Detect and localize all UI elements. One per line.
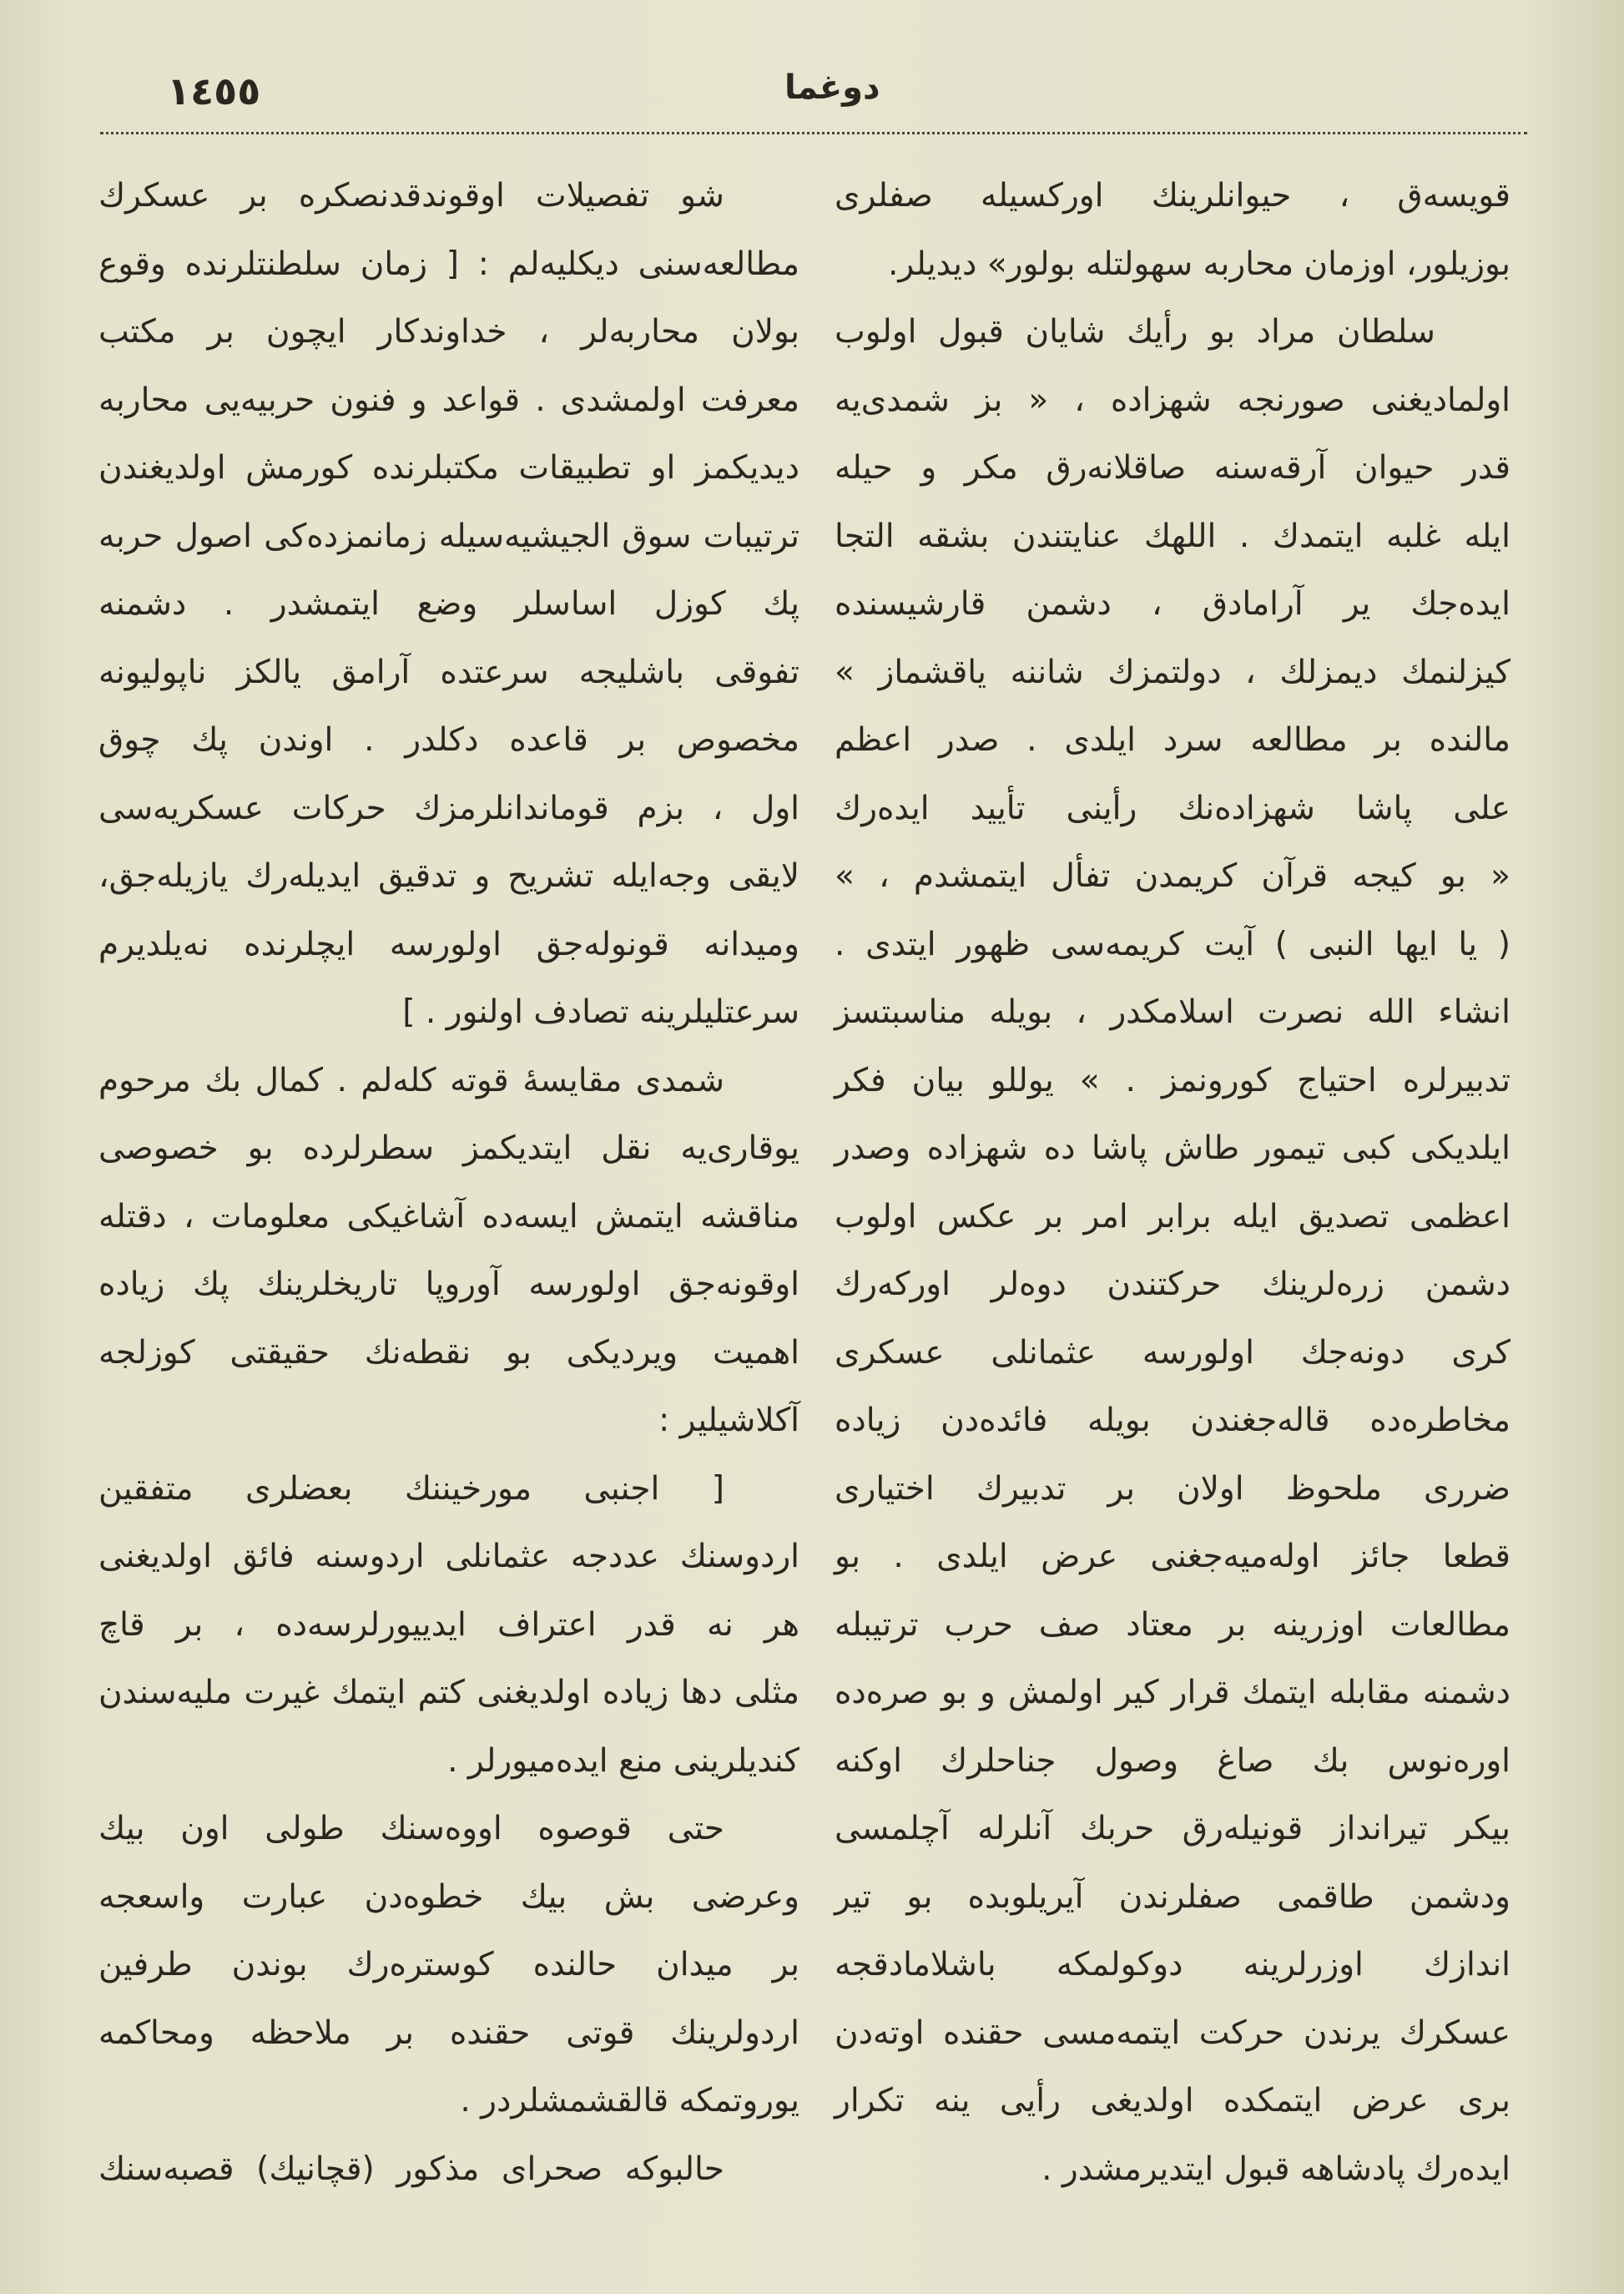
text-line: ایده‌جك یر آرامادق ، دشمن قارشیسنده: [835, 585, 1511, 623]
text-line: قطعا جائز اوله‌میه‌جغنی عرض ایلدی . بو: [835, 1538, 1511, 1575]
text-line: سلطان مراد بو رأیك شایان قبول اولوب: [835, 313, 1435, 351]
text-line: ( یا ایها النبی ) آیت کریمه‌سی ظهور ایتدی .: [835, 925, 1511, 963]
text-line: مخصوص بر قاعده دکلدر . اوندن پك چوق: [98, 721, 799, 759]
text-line: کیزلنمك دیمزلك ، دولتمزك شاننه یاقشماز »: [835, 653, 1511, 691]
text-line: مطالعه‌سنی دیکلیه‌لم : [ زمان سلطنتلرنده وقوع: [98, 245, 799, 283]
text-line: پك کوزل اساسلر وضع ایتمشدر . دشمنه: [98, 585, 799, 623]
text-line: آکلاشیلیر :: [658, 1402, 799, 1439]
text-line: بر میدان حالنده کوستره‌رك بوندن طرفین: [98, 1946, 799, 1983]
text-line: دیدیکمز او تطبیقات مکتبلرنده کورمش اولدیغندن: [98, 449, 799, 487]
text-line: شمدی مقایسهٔ قوته کله‌لم . کمال بك مرحوم: [98, 1061, 724, 1099]
text-line: بوزیلور، اوزمان محاربه سهولتله بولور» دیدیلر.: [888, 245, 1511, 283]
text-line: اردولرینك قوتی حقنده بر ملاحظه ومحاکمه: [98, 2014, 799, 2052]
text-line: ضرری ملحوظ اولان بر تدبیرك اختیاری: [835, 1469, 1511, 1508]
running-title: دوغما: [784, 68, 880, 107]
text-line: [ اجنبی مورخیننك بعضلری متفقین: [98, 1469, 724, 1508]
text-line: قویسه‌ق ، حیوانلرینك اورکسیله صفلری: [835, 177, 1511, 215]
text-line: اول ، بزم قوماندانلرمزك حرکات عسکریه‌سی: [98, 789, 799, 827]
header-divider: [100, 132, 1527, 134]
text-line: حتی قوصوه اووه‌سنك طولی اون بیك: [98, 1810, 724, 1847]
text-line: مطالعات اوزرینه بر معتاد صف حرب ترتیبله: [835, 1605, 1511, 1644]
text-line: تدبیرلره احتیاج کورونمز . » یوللو بیان فکر: [835, 1061, 1511, 1099]
text-line: یوروتمکه قالقشمشلردر .: [460, 2082, 799, 2120]
text-line: لایقی وجه‌ایله تشریح و تدقیق ایدیله‌رك یازیله‌جق،: [98, 857, 799, 895]
text-line: ترتیبات سوق الجیشیه‌سیله زمانمزده‌کی اصول حربه: [98, 517, 799, 555]
text-line: عسکرك یرندن حرکت ایتمه‌مسی حقنده اوته‌دن: [835, 2014, 1511, 2052]
page-number: ١٤٥٥: [167, 68, 261, 114]
text-line: « بو کیجه قرآن کریمدن تفأل ایتمشدم ، »: [835, 857, 1511, 895]
text-line: مناقشه ایتمش ایسه‌ده آشاغیکی معلومات ، دقتله: [98, 1197, 799, 1235]
text-line: ایله غلبه ایتمدك . اللهك عنایتندن بشقه التجا: [835, 517, 1511, 555]
text-line: ایلدیکی کبی تیمور طاش پاشا ده شهزاده وصدر: [835, 1129, 1511, 1167]
text-line: علی پاشا شهزاده‌نك رأینی تأیید ایده‌رك: [835, 789, 1511, 827]
text-line: بیکر تیرانداز قونیله‌رق حربك آنلرله آچلمسی: [835, 1810, 1511, 1847]
text-line: مثلی دها زیاده اولدیغنی کتم ایتمك غیرت ملیه‌سندن: [98, 1674, 799, 1711]
text-line: اوقونه‌جق اولورسه آوروپا تاریخلرینك پك زیاده: [98, 1266, 799, 1303]
text-line: معرفت اولمشدی . قواعد و فنون حربیه‌یی محاربه: [98, 381, 799, 419]
text-line: قدر حیوان آرقه‌سنه صاقلانه‌رق مکر و حیله: [835, 449, 1511, 487]
text-line: اولمادیغنی صورنجه شهزاده ، « بز شمدی‌یه: [835, 381, 1511, 419]
text-line: دشمنه مقابله ایتمك قرار کیر اولمش و بو صره‌ده: [835, 1674, 1511, 1711]
text-line: اوره‌نوس بك صاغ وصول جناحلرك اوکنه: [835, 1741, 1511, 1780]
text-line: دشمن زره‌لرینك حرکتندن دوه‌لر اورکه‌رك: [835, 1266, 1511, 1303]
text-line: کندیلرینی منع ایده‌میورلر .: [447, 1741, 799, 1780]
text-line: اعظمی تصدیق ایله برابر امر بر عکس اولوب: [835, 1197, 1511, 1235]
text-line: بری عرض ایتمکده اولدیغی رأیی ینه تکرار: [835, 2082, 1511, 2120]
text-line: بولان محاربه‌لر ، خداوندکار ایچون بر مکتب: [98, 313, 799, 351]
text-line: تفوقی باشلیجه سرعتده آرامق یالکز ناپولیونه: [98, 653, 799, 691]
text-line: ایده‌رك پادشاهه قبول ایتدیرمشدر .: [1041, 2150, 1511, 2188]
text-line: اردوسنك عددجه عثمانلی اردوسنه فائق اولدیغنی: [98, 1538, 799, 1575]
text-line: وعرضی بش بیك خطوه‌دن عبارت واسعجه: [98, 1877, 799, 1916]
text-line: ومیدانه قونوله‌جق اولورسه ایچلرنده نه‌یلدیرم: [98, 925, 799, 963]
text-line: انشاء الله نصرت اسلامکدر ، بویله مناسبتسز: [835, 993, 1511, 1031]
text-line: سرعتلیلرینه تصادف اولنور . ]: [402, 993, 799, 1031]
text-line: ودشمن طاقمی صفلرندن آیریلوبده بو تیر: [835, 1877, 1511, 1916]
text-line: اهمیت ویردیکی بو نقطه‌نك حقیقتی کوزلجه: [98, 1333, 799, 1372]
text-line: مالنده بر مطالعه سرد ایلدی . صدر اعظم: [835, 721, 1511, 759]
text-line: حالبوکه صحرای مذکور (قچانیك) قصبه‌سنك: [98, 2150, 724, 2188]
text-line: کری دونه‌جك اولورسه عثمانلی عسکری: [835, 1333, 1511, 1372]
text-line: مخاطره‌ده قاله‌جغندن بویله فائده‌دن زیاده: [835, 1402, 1511, 1439]
text-line: اندازك اوزرلرینه دوکولمکه باشلامادقجه: [835, 1946, 1511, 1983]
text-line: یوقاری‌یه نقل ایتدیکمز سطرلرده بو خصوصی: [98, 1129, 799, 1167]
text-line: شو تفصیلات اوقوندقدنصکره بر عسکرك: [98, 177, 724, 215]
text-line: هر نه قدر اعتراف ایدییورلرسه‌ده ، بر قاچ: [98, 1605, 799, 1644]
